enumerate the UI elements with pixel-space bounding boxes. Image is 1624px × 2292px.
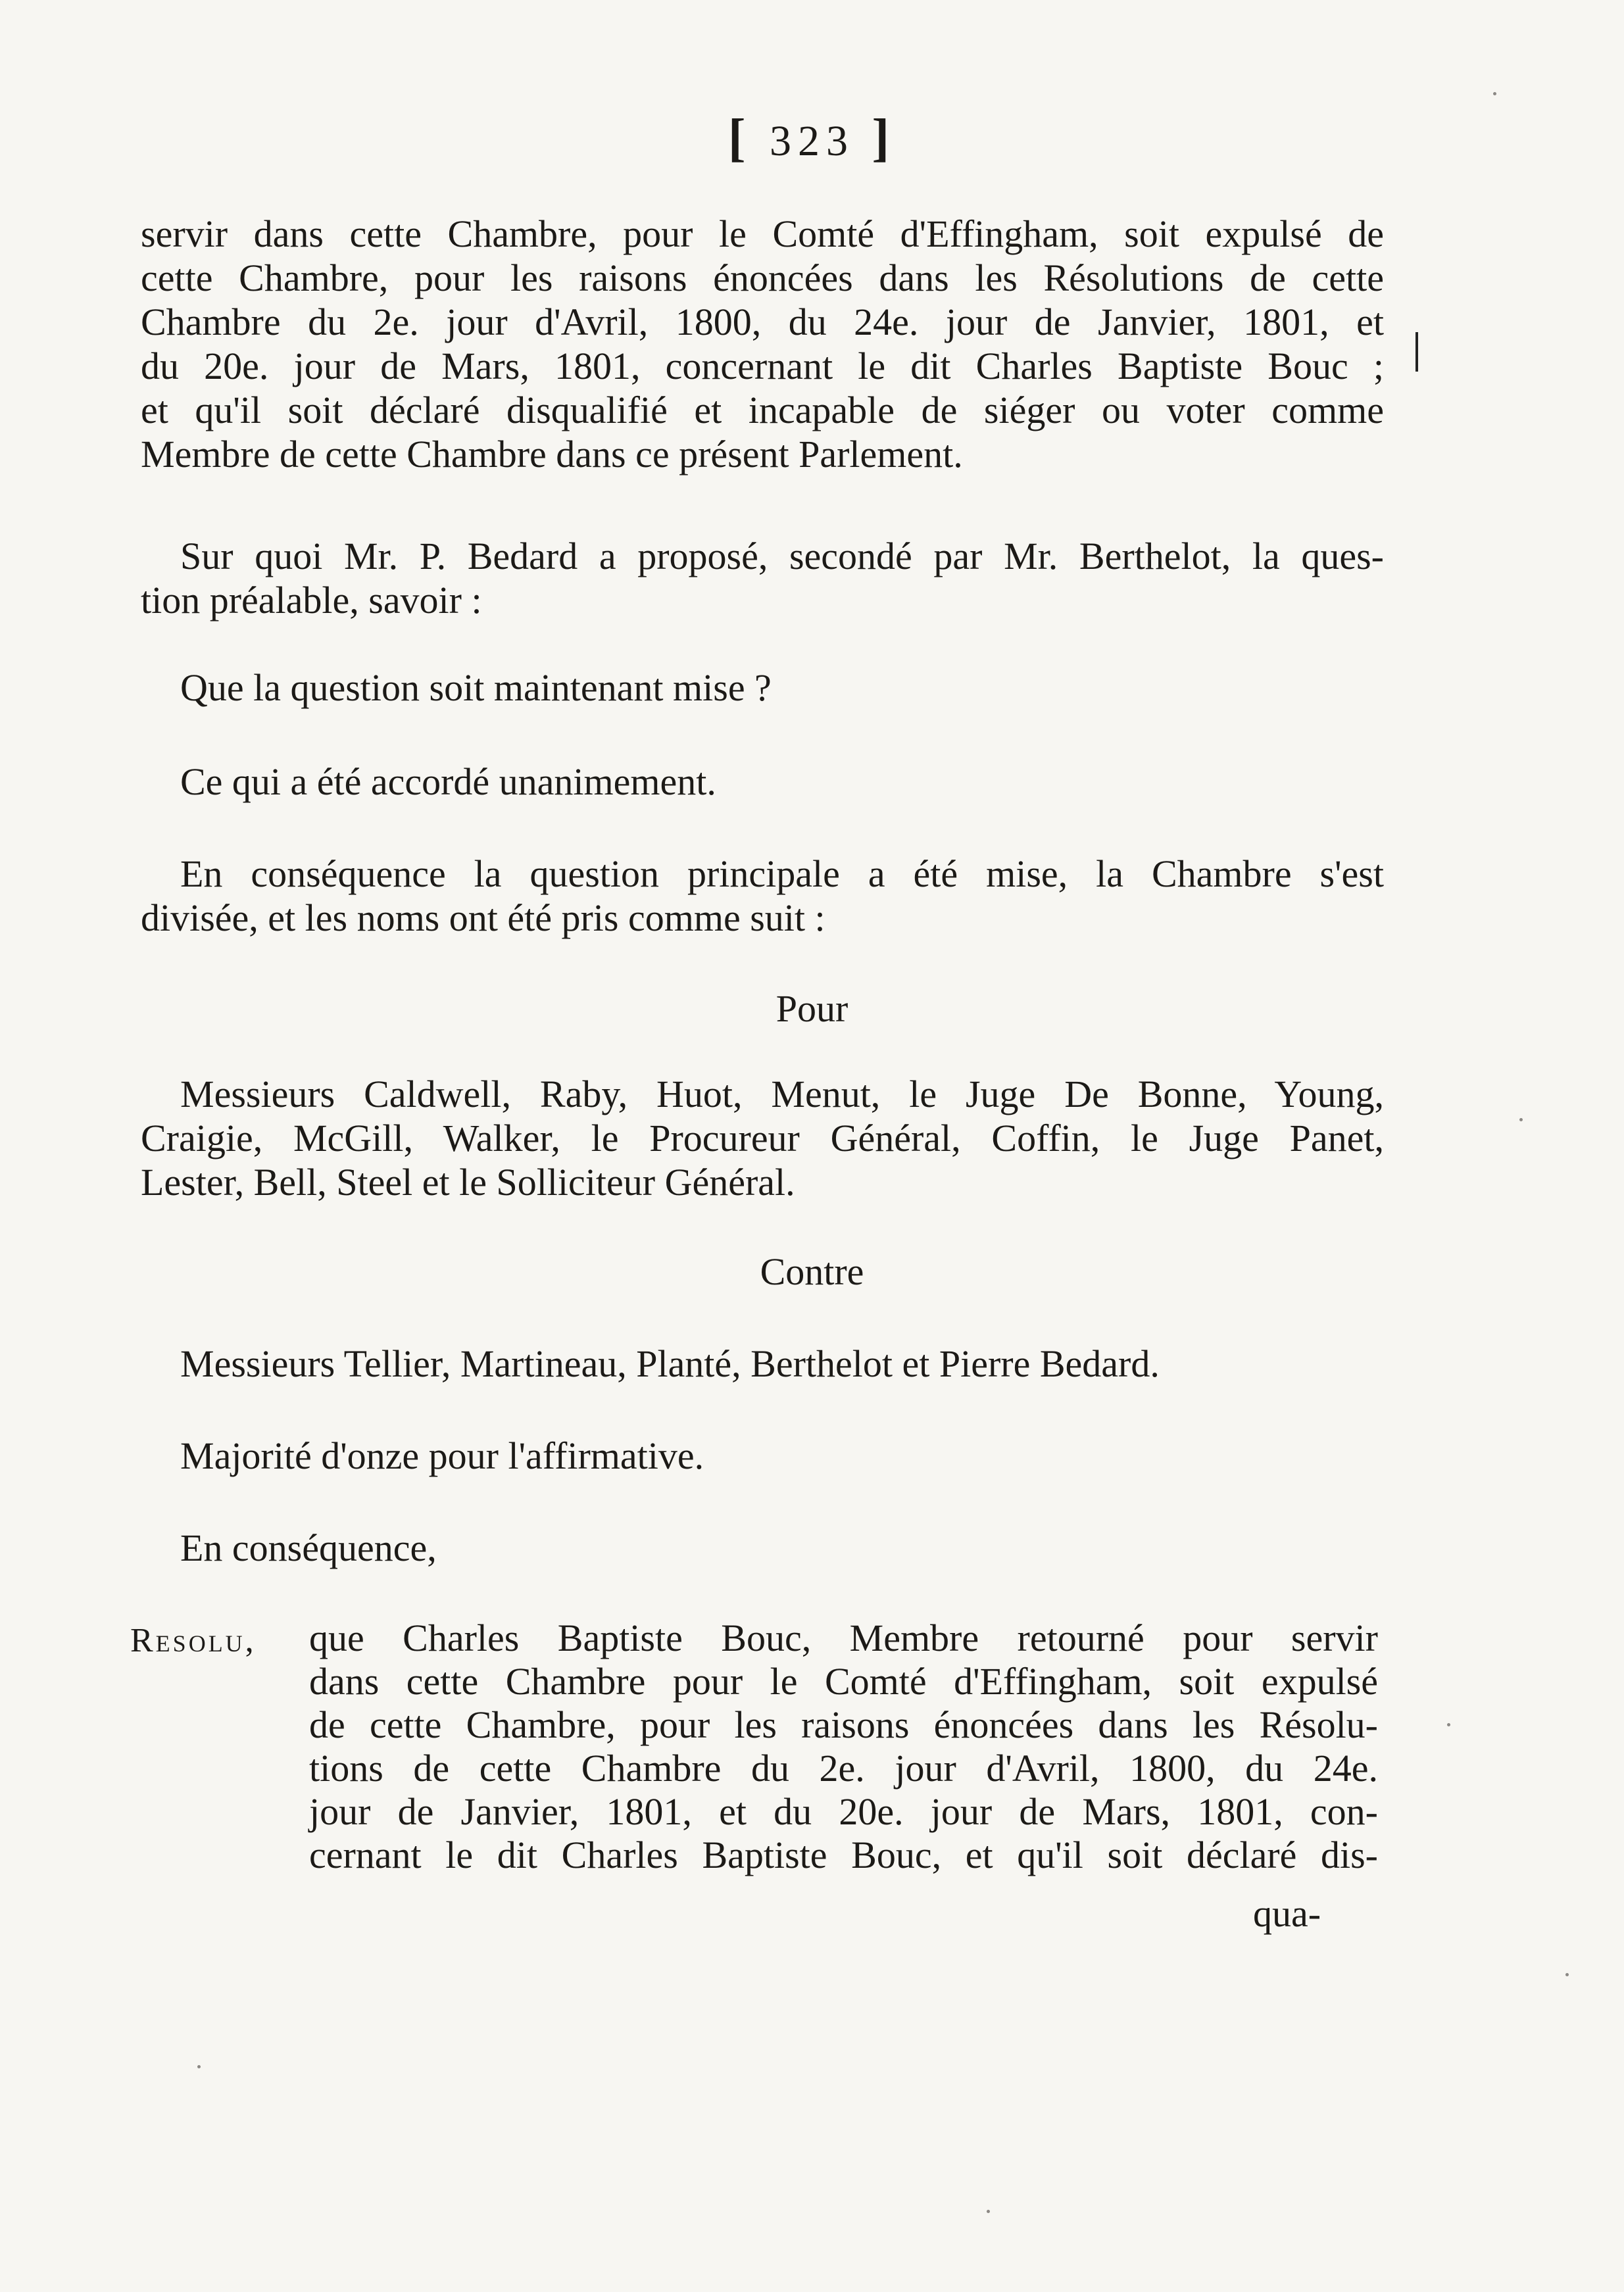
text-line: de cette Chambre, pour les raisons énoncées dans les Résolu- bbox=[309, 1703, 1378, 1746]
text-line: tion préalable, savoir : bbox=[141, 579, 482, 622]
pour-heading: Pour bbox=[775, 987, 849, 1030]
text-line: jour de Janvier, 1801, et du 20e. jour de Mars, 1801, con- bbox=[309, 1790, 1378, 1833]
consequence-line bbox=[141, 1526, 1384, 1570]
text-line: cernant le dit Charles Baptiste Bouc, et qu'il soit déclaré dis- bbox=[309, 1834, 1378, 1876]
paper-speck bbox=[1519, 1118, 1523, 1121]
text-line: que Charles Baptiste Bouc, Membre retourné pour servir bbox=[309, 1617, 1378, 1659]
paper-speck bbox=[987, 2210, 990, 2213]
text-line: Lester, Bell, Steel et le Solliciteur Général. bbox=[141, 1161, 795, 1204]
paper-speck bbox=[1493, 92, 1496, 95]
contre-heading: Contre bbox=[760, 1250, 864, 1293]
pour-names bbox=[141, 1072, 1384, 1204]
page-number-value: 323 bbox=[770, 117, 854, 165]
text-line: et qu'il soit déclaré disqualifié et incapable de siéger ou voter comme bbox=[141, 389, 1384, 431]
text-line: Membre de cette Chambre dans ce présent Parlement. bbox=[141, 433, 963, 475]
text-line: tions de cette Chambre du 2e. jour d'Avril, 1800, du 24e. bbox=[309, 1747, 1378, 1790]
resolu-label: Resolu, bbox=[130, 1622, 257, 1659]
catchword: qua- bbox=[1253, 1892, 1321, 1935]
text-line: Majorité d'onze pour l'affirmative. bbox=[180, 1434, 704, 1477]
text-line: En conséquence la question principale a été mise, la Chambre s'est bbox=[180, 852, 1384, 895]
right-bracket: ] bbox=[872, 109, 897, 167]
previous-question-paragraph bbox=[141, 534, 1384, 622]
contre-names bbox=[141, 1342, 1384, 1386]
text-line: cette Chambre, pour les raisons énoncées dans les Résolutions de cette bbox=[141, 256, 1384, 299]
paper-speck bbox=[197, 2065, 201, 2068]
paper-speck bbox=[1447, 1723, 1450, 1726]
accorded-line bbox=[141, 760, 1384, 804]
text-line: Messieurs Tellier, Martineau, Planté, Berthelot et Pierre Bedard. bbox=[180, 1342, 1160, 1385]
left-bracket: [ bbox=[727, 109, 752, 167]
text-line: Que la question soit maintenant mise ? bbox=[180, 666, 772, 709]
text-line: servir dans cette Chambre, pour le Comté d'Effingham, soit expulsé de bbox=[141, 212, 1384, 255]
text-line: du 20e. jour de Mars, 1801, concernant le dit Charles Baptiste Bouc ; bbox=[141, 345, 1384, 387]
question-line bbox=[141, 666, 1384, 710]
text-line: Chambre du 2e. jour d'Avril, 1800, du 24e. jour de Janvier, 1801, et bbox=[141, 301, 1384, 343]
page-number bbox=[0, 109, 1624, 168]
text-line: divisée, et les noms ont été pris comme suit : bbox=[141, 896, 825, 939]
motion-paragraph bbox=[141, 212, 1384, 476]
text-line: Craigie, McGill, Walker, le Procureur Général, Coffin, le Juge Panet, bbox=[141, 1117, 1384, 1159]
resolution-text bbox=[309, 1617, 1378, 1877]
division-paragraph bbox=[141, 852, 1384, 940]
text-line: Sur quoi Mr. P. Bedard a proposé, secondé par Mr. Berthelot, la ques- bbox=[180, 535, 1384, 577]
text-line: Messieurs Caldwell, Raby, Huot, Menut, le Juge De Bonne, Young, bbox=[180, 1073, 1384, 1115]
margin-mark bbox=[1415, 332, 1418, 372]
text-line: En conséquence, bbox=[180, 1526, 437, 1569]
paper-speck bbox=[1565, 1973, 1569, 1976]
text-line: Ce qui a été accordé unanimement. bbox=[180, 760, 716, 803]
majority-line bbox=[141, 1434, 1384, 1478]
text-line: dans cette Chambre pour le Comté d'Effingham, soit expulsé bbox=[309, 1660, 1378, 1703]
